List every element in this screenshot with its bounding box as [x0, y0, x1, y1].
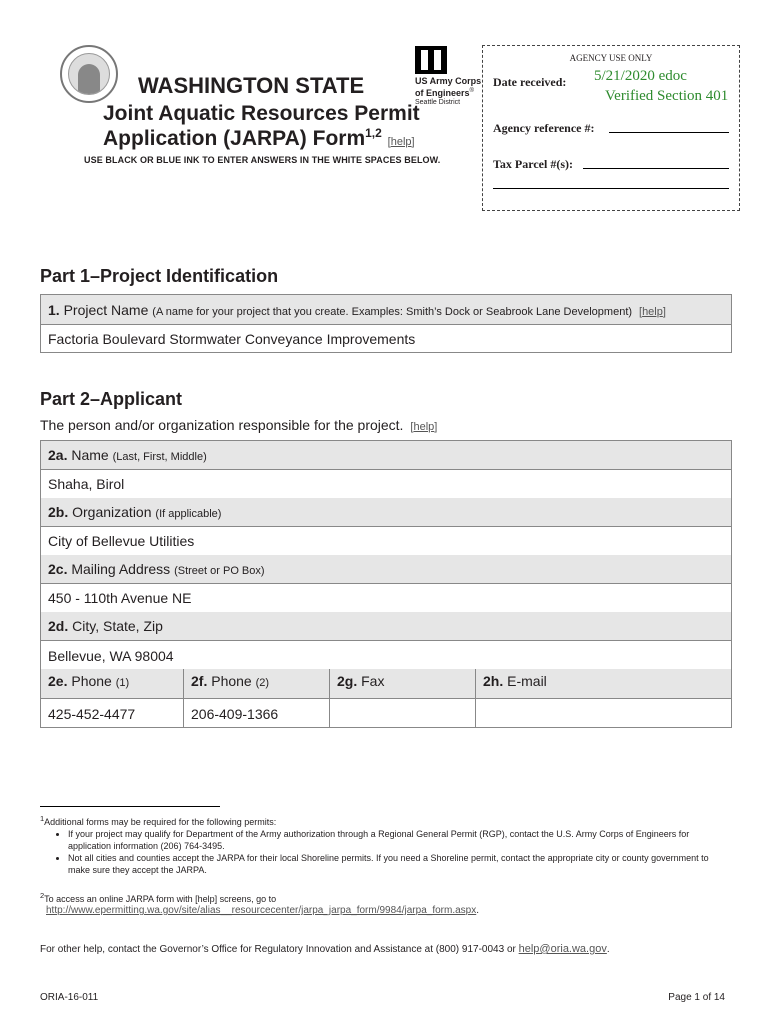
- fax-label: 2g. Fax: [337, 673, 385, 689]
- phone1-label: 2e. Phone (1): [48, 673, 130, 689]
- phone2-field[interactable]: 206-409-1366: [191, 706, 279, 722]
- city-state-zip-label: 2d. City, State, Zip: [41, 612, 731, 640]
- ink-instructions: USE BLACK OR BLUE INK TO ENTER ANSWERS IN THE WHITE SPACES BELOW.: [84, 155, 441, 165]
- date-received-value: 5/21/2020 edoc: [594, 68, 687, 84]
- agency-use-box: AGENCY USE ONLY Date received: 5/21/2020 edoc Verified Section 401 Agency reference #: Tax Parcel #(s):: [482, 45, 740, 211]
- jarpa-form-link[interactable]: http://www.epermitting.wa.gov/site/alias__resourcecenter/jarpa_jarpa_form/9984/jarpa_form.aspx: [46, 905, 477, 916]
- part2-heading: Part 2–Applicant: [40, 389, 183, 409]
- form-title-line1: Joint Aquatic Resources Permit: [103, 102, 420, 125]
- other-help: For other help, contact the Governor’s Office for Regulatory Innovation and Assistance at (800) 917-0043 or help@oria.wa.gov.: [40, 943, 610, 955]
- email-field[interactable]: [483, 706, 723, 724]
- tax-parcel-field-2[interactable]: [493, 188, 729, 189]
- footnote-2: $^2$To access an online JARPA form with [help] screens, go to: [40, 891, 277, 904]
- email-label: 2h. E-mail: [483, 673, 547, 689]
- usace-logo: US Army Corps of Engineers® Seattle District: [415, 46, 485, 107]
- mailing-address-label: 2c. Mailing Address (Street or PO Box): [41, 555, 731, 583]
- footnote-bullet-2: • Not all cities and counties accept the JARPA for their local Shoreline permits. If you need a Shoreline permit, contact the appropriate city or county government to make sure they accept the JARPA.: [68, 852, 720, 876]
- organization-label: 2b. Organization (If applicable): [41, 498, 731, 526]
- project-name-label: 1. Project Name (A name for your project that you create. Examples: Smith’s Dock or Seabrook Lane Development) [help]: [41, 295, 731, 325]
- name-label: 2a. Name (Last, First, Middle): [41, 441, 731, 469]
- fax-field[interactable]: [337, 706, 467, 724]
- state-title: WASHINGTON STATE: [138, 73, 365, 98]
- castle-icon: [415, 46, 447, 74]
- help-link-applicant[interactable]: help: [413, 421, 435, 433]
- name-field[interactable]: Shaha, Birol: [48, 476, 125, 492]
- phone1-field[interactable]: 425-452-4477: [48, 706, 136, 722]
- project-name-box: [40, 294, 732, 353]
- part1-heading: Part 1–Project Identification: [40, 266, 279, 286]
- agency-reference-field[interactable]: [609, 132, 729, 133]
- form-title-line2: Application (JARPA) Form$^{1,2}$ [help]: [103, 126, 415, 150]
- footnote-bullet-1: • If your project may qualify for Department of the Army authorization through a Regional General Permit (RGP), contact the U.S. Army Corps of Engineers for application information (206) 764-3495.: [68, 828, 720, 852]
- jarpa-form-link-line: http://www.epermitting.wa.gov/site/alias__resourcecenter/jarpa_jarpa_form/9984/jarpa_form.aspx.: [46, 905, 480, 916]
- applicant-box: [40, 440, 732, 728]
- phone2-label: 2f. Phone (2): [191, 673, 270, 689]
- verified-stamp: Verified Section 401: [605, 88, 729, 104]
- footnote-1: $^1$Additional forms may be required for the following permits: • If your project may qualify for Department of the Army authorization through a Regional General Permit (RGP), contact the U.S. Army Corps of Engineers for application information (206) 764-3495. • Not all cities and counties accept the JARPA for their local Shoreline permits. If you need a Shoreline permit, contact the appropriate city or county government to make sure they accept the JARPA.: [40, 813, 720, 876]
- project-name-field[interactable]: Factoria Boulevard Stormwater Conveyance Improvements: [48, 331, 416, 347]
- help-link-project[interactable]: help: [642, 306, 663, 318]
- city-state-zip-field[interactable]: Bellevue, WA 98004: [48, 648, 174, 664]
- oria-email-link[interactable]: help@oria.wa.gov: [518, 943, 607, 955]
- organization-field[interactable]: City of Bellevue Utilities: [48, 533, 195, 549]
- washington-state-seal: [60, 45, 118, 103]
- form-id: ORIA-16-011: [40, 992, 99, 1003]
- footnote-rule: [40, 806, 220, 807]
- applicant-description: The person and/or organization responsible for the project. [help]: [40, 417, 438, 433]
- mailing-address-field[interactable]: 450 - 110th Avenue NE: [48, 590, 192, 606]
- help-link-title[interactable]: [help]: [387, 136, 415, 148]
- page-number: Page 1 of 14: [668, 992, 725, 1003]
- tax-parcel-field[interactable]: [583, 168, 729, 169]
- contact-labels-row: [41, 669, 731, 699]
